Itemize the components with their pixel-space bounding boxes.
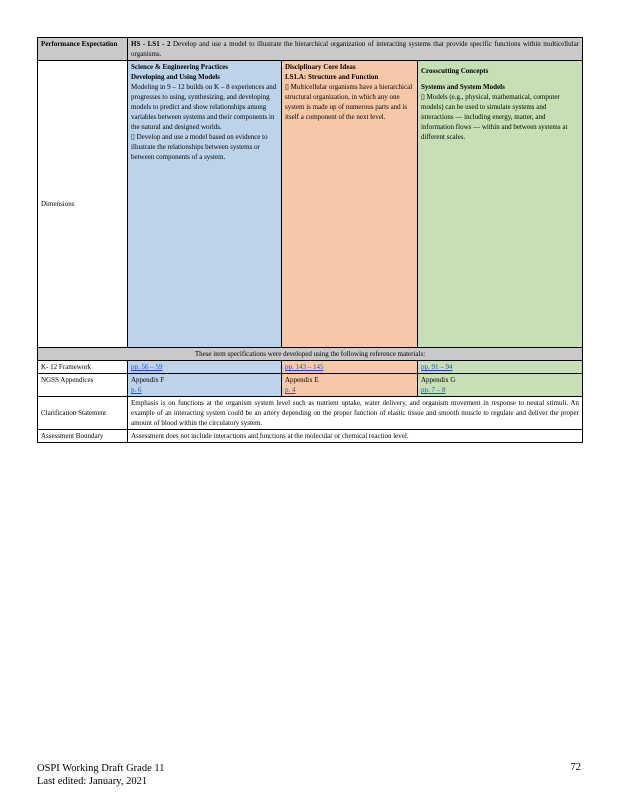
footer: [37, 762, 164, 788]
reference-note: These item specifications were developed using the following reference materials:: [38, 348, 583, 361]
ngss-dci-cell: [282, 374, 418, 397]
dimensions-row: [38, 61, 583, 348]
ngss-sep-appendix: Appendix F: [131, 376, 165, 384]
pe-statement: Develop and use a model to illustrate the hierarchical organization of interacting systems that provide specific functions within multicellular organisms.: [131, 40, 580, 58]
assessment-boundary-text: Assessment does not include interactions and functions at the molecular or chemical reaction level.: [128, 430, 583, 443]
k12-dci-cell: [282, 361, 418, 374]
sep-subtitle: Developing and Using Models: [131, 73, 220, 81]
sep-title: Science & Engineering Practices: [131, 63, 229, 71]
ngss-ccc-cell: [418, 374, 583, 397]
ngss-sep-cell: [128, 374, 282, 397]
k12-ccc-cell: [418, 361, 583, 374]
dci-bullet: ▯ Multicellular organisms have a hierarchical structural organization, in which any one system is made up of numerous parts and is itself a component of the next level.: [285, 83, 413, 121]
performance-expectation-label: Performance Expectation: [38, 38, 128, 61]
k12-sep-cell: [128, 361, 282, 374]
clarification-row: [38, 397, 583, 430]
dimensions-label: Dimensions: [38, 61, 128, 348]
k12-dci-link[interactable]: pp. 143 – 145: [285, 363, 324, 371]
reference-row: [38, 348, 583, 361]
k12-ccc-link[interactable]: pp. 91 – 94: [421, 363, 453, 371]
page-number: 72: [570, 762, 581, 773]
assessment-boundary-label: Assessment Boundary: [38, 430, 128, 443]
clarification-label: Clarification Statement: [38, 397, 128, 430]
ccc-bullet: ▯ Models (e.g., physical, mathematical, computer models) can be used to simulate systems and interactions — including energy, matter, and information flows — within and between systems at different scales.: [421, 93, 568, 141]
ngss-ccc-link[interactable]: pp. 7 – 8: [421, 386, 446, 394]
ngss-appendices-row: [38, 374, 583, 397]
dci-title: Disciplinary Core Ideas: [285, 63, 356, 71]
sep-cell: [128, 61, 282, 348]
performance-expectation-text: [128, 38, 583, 61]
footer-last-edited: Last edited: January, 2021: [37, 776, 148, 787]
ngss-ccc-appendix: Appendix G: [421, 376, 456, 384]
spec-table: [37, 37, 583, 443]
dci-cell: [282, 61, 418, 348]
clarification-text: Emphasis is on functions at the organism system level such as nutrient uptake, water delivery, and organism movement in response to neural stimuli. An example of an interacting system could be an artery depending on the proper function of elastic tissue and smooth muscle to regulate and deliver the proper amount of blood within the circulatory system.: [128, 397, 583, 430]
ngss-dci-link[interactable]: p. 4: [285, 386, 296, 394]
k12-sep-link[interactable]: pp. 56 – 59: [131, 363, 163, 371]
sep-bullet: ▯ Develop and use a model based on evidence to illustrate the relationships between systems or between components of a system.: [131, 133, 268, 161]
performance-expectation-row: [38, 38, 583, 61]
k12-framework-row: [38, 361, 583, 374]
dci-subtitle: LS1.A: Structure and Function: [285, 73, 379, 81]
ccc-cell: [418, 61, 583, 348]
ngss-appendices-label: NGSS Appendices: [38, 374, 128, 397]
ngss-sep-link[interactable]: p. 6: [131, 386, 142, 394]
ccc-subtitle: Systems and System Models: [421, 83, 505, 91]
ccc-title: Crosscutting Concepts: [421, 67, 489, 75]
sep-body: Modeling in 9 – 12 builds on K – 8 experiences and progresses to using, synthesizing, and developing models to predict and show relationships among variables between systems and their components in the natural and designed worlds.: [131, 83, 277, 131]
footer-title: OSPI Working Draft Grade 11: [37, 763, 165, 774]
pe-code: HS - LS1 - 2: [131, 40, 171, 48]
assessment-boundary-row: [38, 430, 583, 443]
k12-framework-label: K- 12 Framework: [38, 361, 128, 374]
ngss-dci-appendix: Appendix E: [285, 376, 319, 384]
